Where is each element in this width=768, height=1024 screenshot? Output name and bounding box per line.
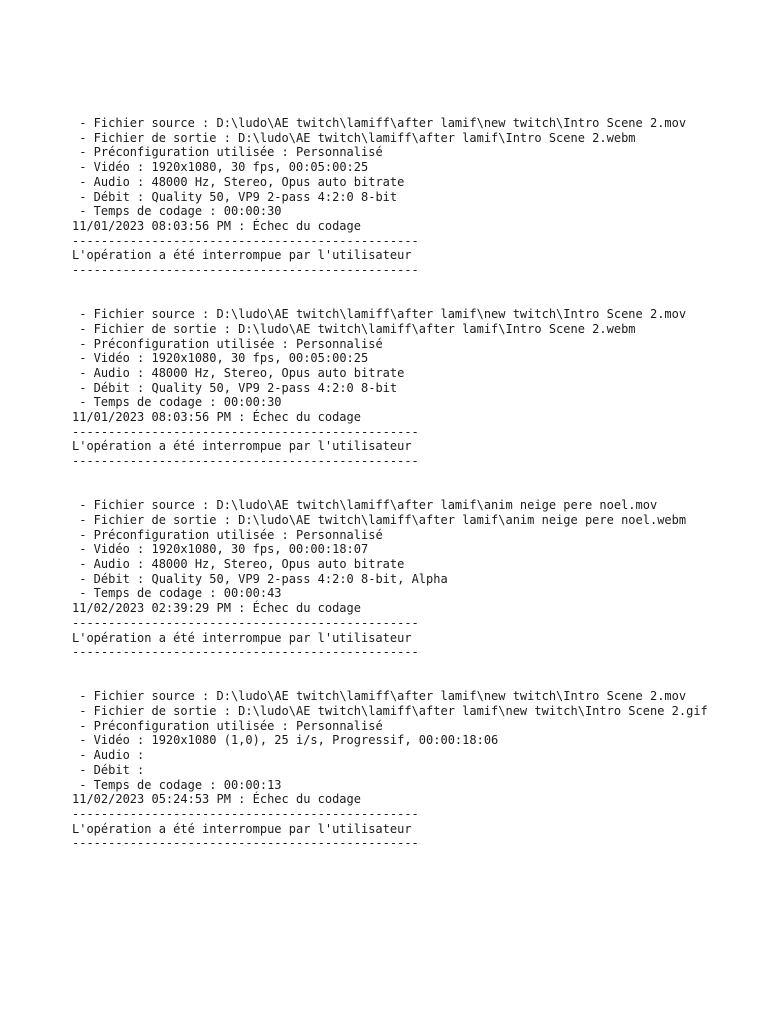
encoding-time-line: - Temps de codage : 00:00:30 bbox=[72, 395, 282, 410]
separator-line: ------------------------------------------------ bbox=[72, 836, 419, 851]
status-line: 11/02/2023 02:39:29 PM : Échec du codage bbox=[72, 601, 361, 616]
video-line: - Vidéo : 1920x1080, 30 fps, 00:05:00:25 bbox=[72, 351, 369, 366]
output-file-line: - Fichier de sortie : D:\ludo\AE twitch\lamiff\after lamif\new twitch\Intro Scene 2.gif bbox=[72, 704, 708, 719]
preset-line: - Préconfiguration utilisée : Personnalisé bbox=[72, 527, 383, 542]
log-document bbox=[72, 116, 712, 851]
separator-line: ------------------------------------------------ bbox=[72, 615, 419, 630]
audio-line: - Audio : 48000 Hz, Stereo, Opus auto bitrate bbox=[72, 174, 405, 189]
bitrate-line: - Débit : Quality 50, VP9 2-pass 4:2:0 8-bit bbox=[72, 380, 398, 395]
output-file-line: - Fichier de sortie : D:\ludo\AE twitch\lamiff\after lamif\anim neige pere noel.webm bbox=[72, 512, 687, 527]
status-line: 11/01/2023 08:03:56 PM : Échec du codage bbox=[72, 410, 361, 425]
video-line: - Vidéo : 1920x1080, 30 fps, 00:00:18:07 bbox=[72, 542, 369, 557]
separator-line: ------------------------------------------------ bbox=[72, 645, 419, 660]
separator-line: ------------------------------------------------ bbox=[72, 454, 419, 469]
log-entry bbox=[72, 498, 712, 660]
separator-line: ------------------------------------------------ bbox=[72, 233, 419, 248]
status-line: 11/02/2023 05:24:53 PM : Échec du codage bbox=[72, 792, 361, 807]
separator-line: ------------------------------------------------ bbox=[72, 424, 419, 439]
preset-line: - Préconfiguration utilisée : Personnalisé bbox=[72, 336, 383, 351]
audio-line: - Audio : bbox=[72, 748, 145, 763]
preset-line: - Préconfiguration utilisée : Personnalisé bbox=[72, 145, 383, 160]
error-message-line: L'opération a été interrompue par l'utilisateur bbox=[72, 248, 412, 263]
bitrate-line: - Débit : Quality 50, VP9 2-pass 4:2:0 8-bit, Alpha bbox=[72, 571, 448, 586]
source-file-line: - Fichier source : D:\ludo\AE twitch\lamiff\after lamif\new twitch\Intro Scene 2.mov bbox=[72, 116, 687, 130]
audio-line: - Audio : 48000 Hz, Stereo, Opus auto bitrate bbox=[72, 365, 405, 380]
log-entry bbox=[72, 689, 712, 851]
encoding-time-line: - Temps de codage : 00:00:43 bbox=[72, 586, 282, 601]
log-entry bbox=[72, 116, 712, 278]
log-entry bbox=[72, 307, 712, 469]
source-file-line: - Fichier source : D:\ludo\AE twitch\lamiff\after lamif\anim neige pere noel.mov bbox=[72, 498, 658, 513]
video-line: - Vidéo : 1920x1080, 30 fps, 00:05:00:25 bbox=[72, 160, 369, 175]
source-file-line: - Fichier source : D:\ludo\AE twitch\lamiff\after lamif\new twitch\Intro Scene 2.mov bbox=[72, 307, 687, 322]
bitrate-line: - Débit : Quality 50, VP9 2-pass 4:2:0 8-bit bbox=[72, 189, 398, 204]
separator-line: ------------------------------------------------ bbox=[72, 263, 419, 278]
output-file-line: - Fichier de sortie : D:\ludo\AE twitch\lamiff\after lamif\Intro Scene 2.webm bbox=[72, 321, 636, 336]
encoding-time-line: - Temps de codage : 00:00:30 bbox=[72, 204, 282, 219]
source-file-line: - Fichier source : D:\ludo\AE twitch\lamiff\after lamif\new twitch\Intro Scene 2.mov bbox=[72, 689, 687, 704]
video-line: - Vidéo : 1920x1080 (1,0), 25 i/s, Progressif, 00:00:18:06 bbox=[72, 733, 499, 748]
preset-line: - Préconfiguration utilisée : Personnalisé bbox=[72, 718, 383, 733]
error-message-line: L'opération a été interrompue par l'utilisateur bbox=[72, 439, 412, 454]
bitrate-line: - Débit : bbox=[72, 762, 145, 777]
encoding-time-line: - Temps de codage : 00:00:13 bbox=[72, 777, 282, 792]
separator-line: ------------------------------------------------ bbox=[72, 807, 419, 821]
error-message-line: L'opération a été interrompue par l'utilisateur bbox=[72, 630, 412, 645]
status-line: 11/01/2023 08:03:56 PM : Échec du codage bbox=[72, 218, 361, 233]
audio-line: - Audio : 48000 Hz, Stereo, Opus auto bitrate bbox=[72, 557, 405, 572]
error-message-line: L'opération a été interrompue par l'utilisateur bbox=[72, 821, 412, 836]
output-file-line: - Fichier de sortie : D:\ludo\AE twitch\lamiff\after lamif\Intro Scene 2.webm bbox=[72, 130, 636, 145]
